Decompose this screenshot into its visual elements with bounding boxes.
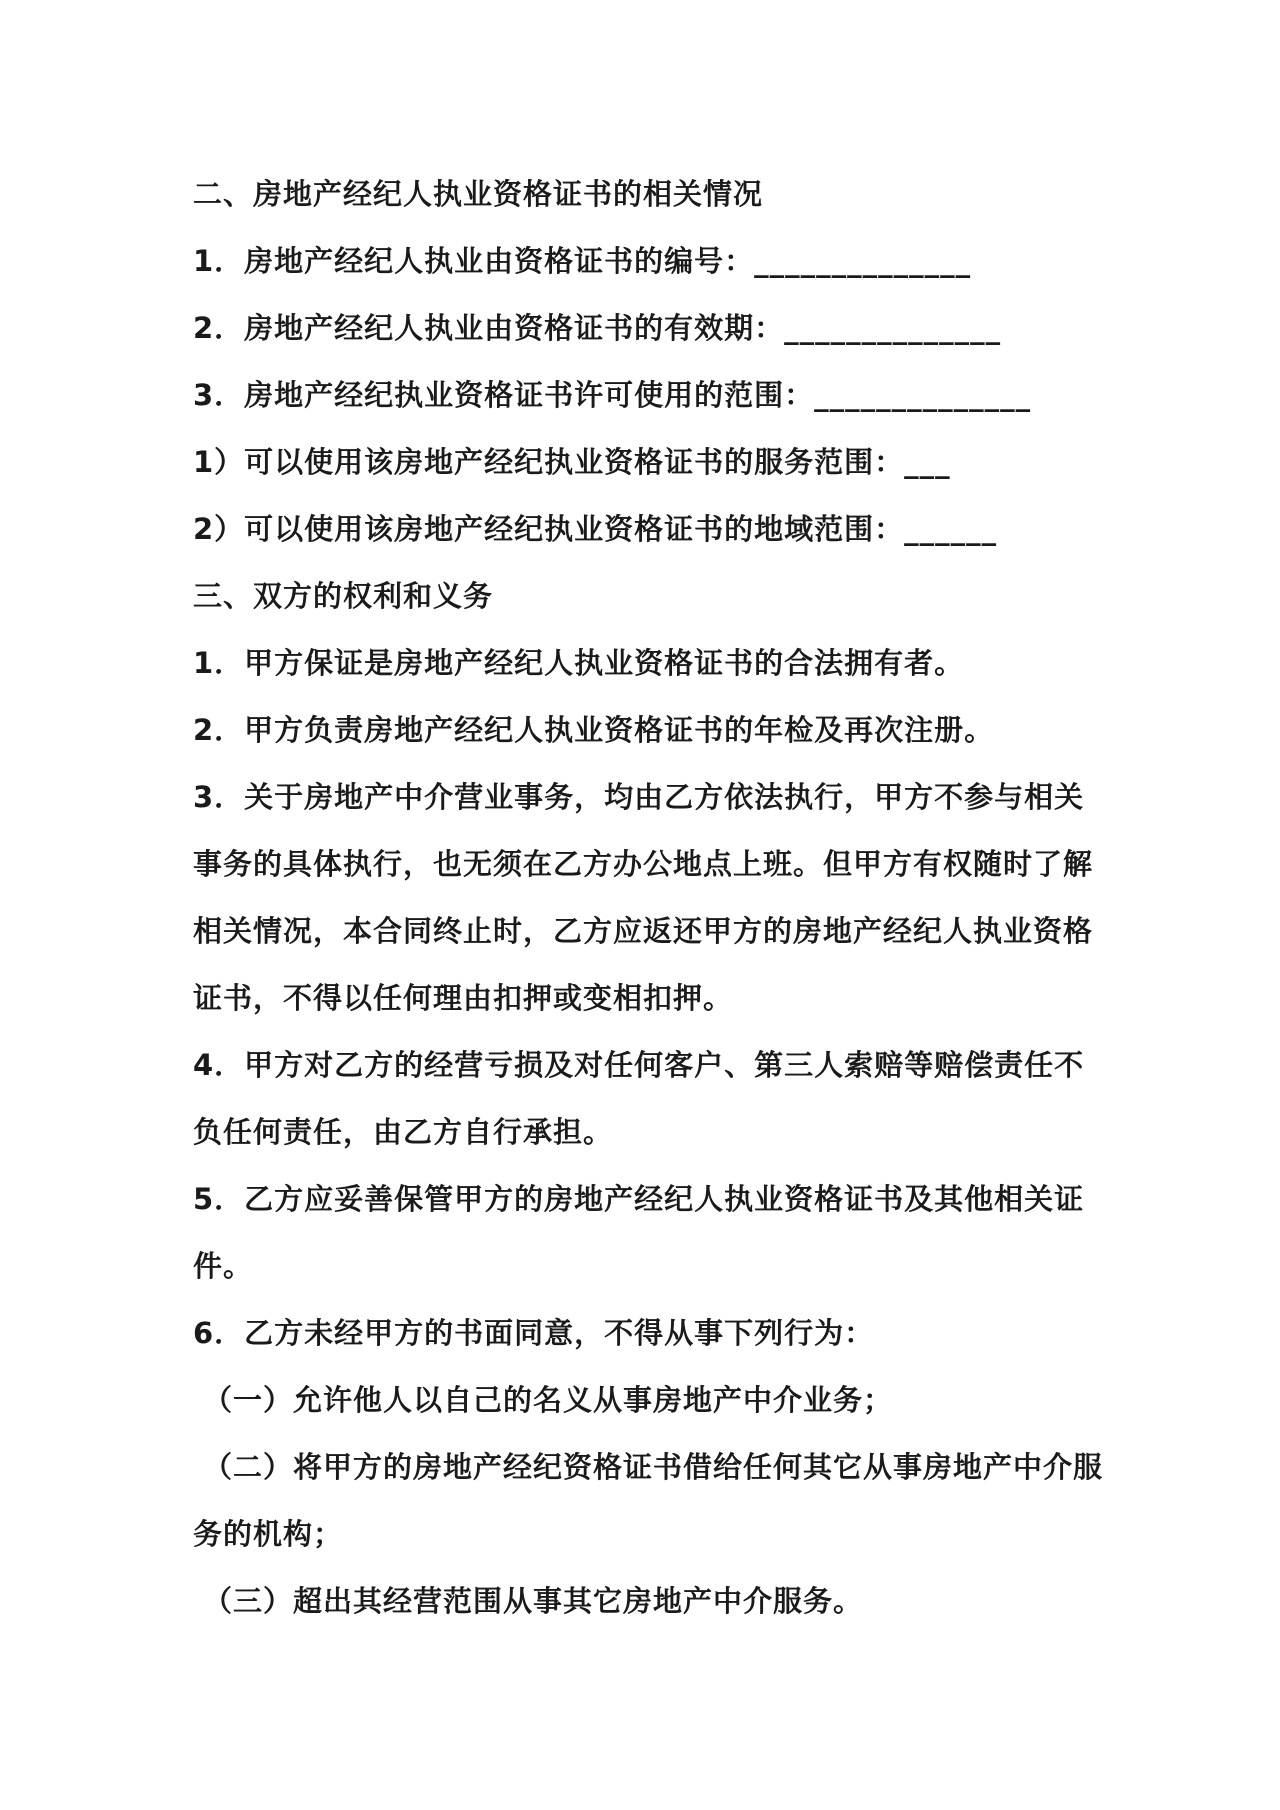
paragraph-line: 事务的具体执行，也无须在乙方办公地点上班。但甲方有权随时了解 xyxy=(193,847,1094,881)
paragraph-line: 相关情况，本合同终止时，乙方应返还甲方的房地产经纪人执业资格 xyxy=(193,914,1094,948)
sub-item-line: （二）将甲方的房地产经纪资格证书借给任何其它从事房地产中介服 xyxy=(203,1450,1104,1484)
paragraph-line: 2．房地产经纪人执业由资格证书的有效期：______________ xyxy=(193,311,1002,345)
sub-item-line: （一）允许他人以自己的名义从事房地产中介业务； xyxy=(203,1383,894,1417)
paragraph-line: 务的机构； xyxy=(193,1517,344,1551)
paragraph-line: 6．乙方未经甲方的书面同意，不得从事下列行为： xyxy=(193,1316,875,1350)
paragraph-line: 证书，不得以任何理由扣押或变相扣押。 xyxy=(193,981,734,1015)
sub-item-line: （三）超出其经营范围从事其它房地产中介服务。 xyxy=(203,1584,864,1618)
paragraph-line: 2）可以使用该房地产经纪执业资格证书的地域范围：______ xyxy=(193,512,998,546)
paragraph-line: 1．甲方保证是房地产经纪人执业资格证书的合法拥有者。 xyxy=(193,646,965,680)
paragraph-line: 负任何责任，由乙方自行承担。 xyxy=(193,1115,614,1149)
paragraph-line: 1）可以使用该房地产经纪执业资格证书的服务范围：___ xyxy=(193,445,951,479)
paragraph-line: 件。 xyxy=(193,1249,254,1283)
paragraph-line: 3．关于房地产中介营业事务，均由乙方依法执行，甲方不参与相关 xyxy=(193,780,1085,814)
paragraph-line: 1．房地产经纪人执业由资格证书的编号：______________ xyxy=(193,244,972,278)
paragraph-line: 3．房地产经纪执业资格证书许可使用的范围：______________ xyxy=(193,378,1032,412)
section-three-heading: 三、双方的权利和义务 xyxy=(193,579,494,613)
section-two-heading: 二、房地产经纪人执业资格证书的相关情况 xyxy=(193,177,764,211)
paragraph-line: 2．甲方负责房地产经纪人执业资格证书的年检及再次注册。 xyxy=(193,713,995,747)
document-body xyxy=(193,161,1104,1635)
paragraph-line: 4．甲方对乙方的经营亏损及对任何客户、第三人索赔等赔偿责任不 xyxy=(193,1048,1085,1082)
paragraph-line: 5．乙方应妥善保管甲方的房地产经纪人执业资格证书及其他相关证 xyxy=(193,1182,1085,1216)
